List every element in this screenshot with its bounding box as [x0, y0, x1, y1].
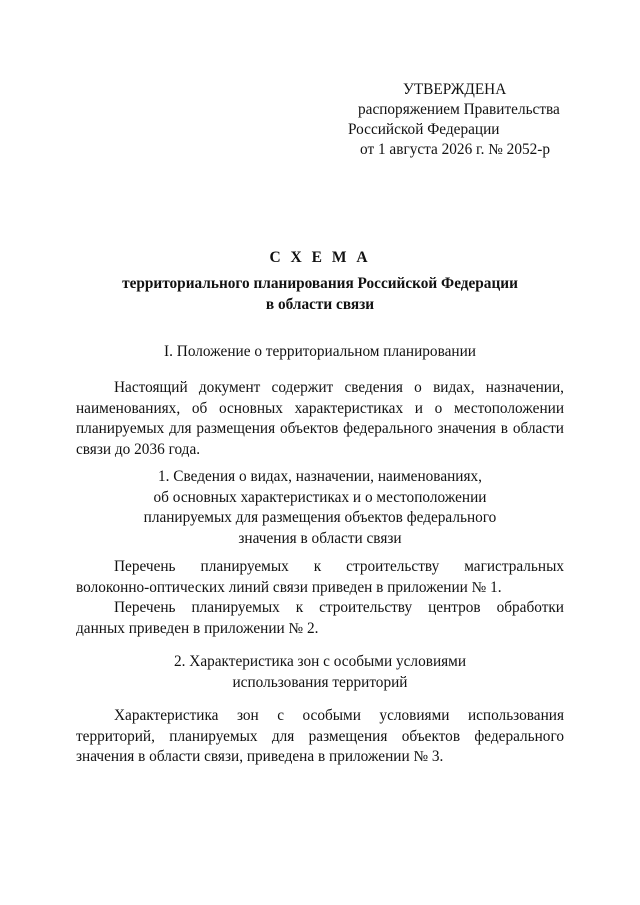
para4-line-3: значения в области связи, приведена в приложении № 3. — [76, 748, 444, 765]
heading2-line-2: использования территорий — [232, 673, 408, 691]
intro-line-3: планируемых для размещения объектов федерального значения в области — [76, 420, 564, 437]
zones-paragraph — [76, 706, 564, 768]
approval-line-4: от 1 августа 2026 г. № 2052-р — [360, 141, 551, 158]
intro-line-1: Настоящий документ содержит сведения о видах, назначении, — [114, 379, 564, 396]
para3-line-2: данных приведен в приложении № 2. — [76, 619, 319, 637]
fiber-lines-paragraph — [76, 557, 564, 598]
heading1-line-3: планируемых для размещения объектов федерального — [143, 509, 497, 526]
heading1-line-2: об основных характеристиках и о местоположении — [153, 488, 487, 506]
para4-line-1: Характеристика зон с особыми условиями использования — [114, 707, 564, 724]
heading1-line-1: 1. Сведения о видах, назначении, наименованиях, — [157, 468, 482, 485]
section-1-heading: I. Положение о территориальном планировании — [164, 343, 476, 360]
para2-line-2: волоконно-оптических линий связи приведен в приложении № 1. — [76, 578, 502, 596]
para4-line-2: территорий, планируемых для размещения объектов федерального — [76, 727, 564, 745]
para3-line-1: Перечень планируемых к строительству центров обработки — [114, 599, 564, 616]
heading2-line-1: 2. Характеристика зон с особыми условиями — [173, 653, 467, 670]
approval-line-1: УТВЕРЖДЕНА — [403, 81, 507, 98]
subtitle-line-2: в области связи — [265, 295, 375, 313]
document-title: С Х Е М А — [269, 249, 371, 266]
document-subtitle — [0, 274, 640, 315]
approval-line-2: распоряжением Правительства — [358, 101, 560, 118]
approval-line-3: Российской Федерации — [348, 121, 500, 138]
subsection-2-heading — [0, 652, 640, 693]
para2-line-1: Перечень планируемых к строительству магистральных — [114, 558, 564, 575]
intro-line-4: связи до 2036 года. — [76, 440, 201, 458]
intro-paragraph — [76, 378, 564, 460]
subsection-1-heading — [0, 467, 640, 549]
intro-line-2: наименованиях, об основных характеристиках и о местоположении — [76, 399, 564, 417]
heading1-line-4: значения в области связи — [238, 529, 402, 547]
subtitle-line-1: территориального планирования Российской Федерации — [122, 275, 518, 292]
data-centers-paragraph — [76, 598, 564, 639]
